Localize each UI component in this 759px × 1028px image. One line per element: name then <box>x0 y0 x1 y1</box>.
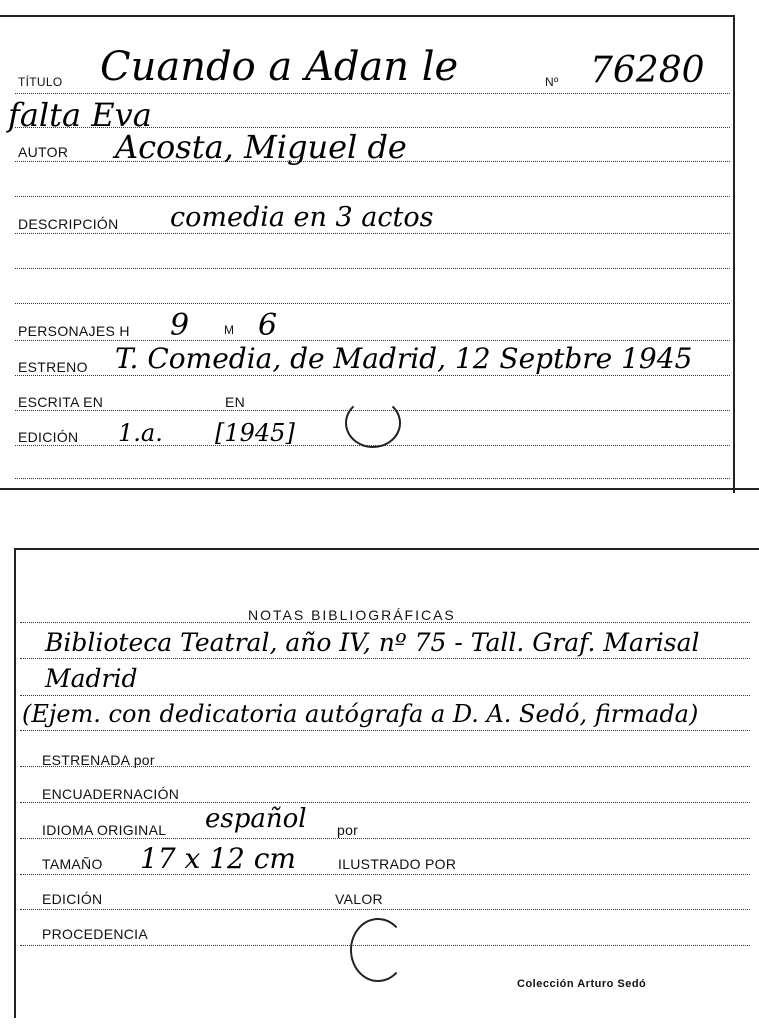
titulo-value-continuation: falta Eva <box>8 96 152 134</box>
idioma-value: español <box>205 804 307 834</box>
estreno-label: ESTRENO <box>18 359 88 375</box>
rule <box>20 658 750 659</box>
catalog-card-back <box>0 540 759 1028</box>
rule <box>15 478 730 479</box>
rule <box>20 802 750 803</box>
rule <box>15 233 730 234</box>
rule <box>20 695 750 696</box>
descripcion-label: DESCRIPCIÓN <box>18 216 119 232</box>
autor-label: AUTOR <box>18 144 69 160</box>
rule <box>15 375 730 376</box>
descripcion-value: comedia en 3 actos <box>170 202 434 233</box>
personajes-m-value: 6 <box>258 308 278 343</box>
estrenada-label: ESTRENADA por <box>42 752 155 768</box>
notas-line-2: Madrid <box>45 664 138 693</box>
rule <box>20 909 750 910</box>
tamano-label: TAMAÑO <box>42 856 103 872</box>
card-right-border <box>733 15 735 493</box>
idioma-por-label: por <box>337 822 359 838</box>
card-bottom-border <box>0 488 759 490</box>
catalog-card-front <box>0 0 759 500</box>
en-label: EN <box>225 394 246 410</box>
edicion-year: [1945] <box>215 419 295 447</box>
rule <box>15 196 730 197</box>
personajes-m-label: M <box>224 323 235 337</box>
rule <box>15 340 730 341</box>
punch-hole <box>345 398 401 448</box>
edicion-value: 1.a. <box>118 419 163 447</box>
estreno-value: T. Comedia, de Madrid, 12 Septbre 1945 <box>115 342 693 375</box>
rule <box>15 268 730 269</box>
rule <box>20 730 750 731</box>
personajes-label: PERSONAJES H <box>18 323 130 339</box>
notas-line-1: Biblioteca Teatral, año IV, nº 75 - Tall. Graf. Marisal <box>45 628 700 657</box>
notas-bibliograficas-title: NOTAS BIBLIOGRÁFICAS <box>248 607 456 623</box>
numero-label: Nº <box>545 75 559 89</box>
card-left-border <box>14 548 16 1018</box>
punch-hole <box>350 918 406 982</box>
numero-value: 76280 <box>590 50 705 91</box>
edicion-label: EDICIÓN <box>18 429 79 445</box>
ilustrado-label: ILUSTRADO POR <box>338 856 457 872</box>
rule <box>15 93 730 94</box>
edicion-label: EDICIÓN <box>42 891 103 907</box>
card-top-border <box>0 15 735 17</box>
coleccion-stamp: Colección Arturo Sedó <box>517 978 647 990</box>
rule <box>15 303 730 304</box>
autor-value: Acosta, Miguel de <box>115 128 407 166</box>
rule <box>20 838 750 839</box>
escrita-en-label: ESCRITA EN <box>18 394 104 410</box>
personajes-h-value: 9 <box>170 308 190 343</box>
titulo-label: TÍTULO <box>18 75 63 89</box>
tamano-value: 17 x 12 cm <box>140 842 296 875</box>
titulo-value: Cuando a Adan le <box>100 44 459 90</box>
encuadernacion-label: ENCUADERNACIÓN <box>42 786 180 802</box>
procedencia-label: PROCEDENCIA <box>42 926 148 942</box>
valor-label: VALOR <box>335 891 383 907</box>
idioma-label: IDIOMA ORIGINAL <box>42 822 167 838</box>
rule <box>20 874 750 875</box>
notas-line-3: (Ejem. con dedicatoria autógrafa a D. A. Sedó, firmada) <box>22 700 699 728</box>
card-top-border <box>14 548 759 550</box>
